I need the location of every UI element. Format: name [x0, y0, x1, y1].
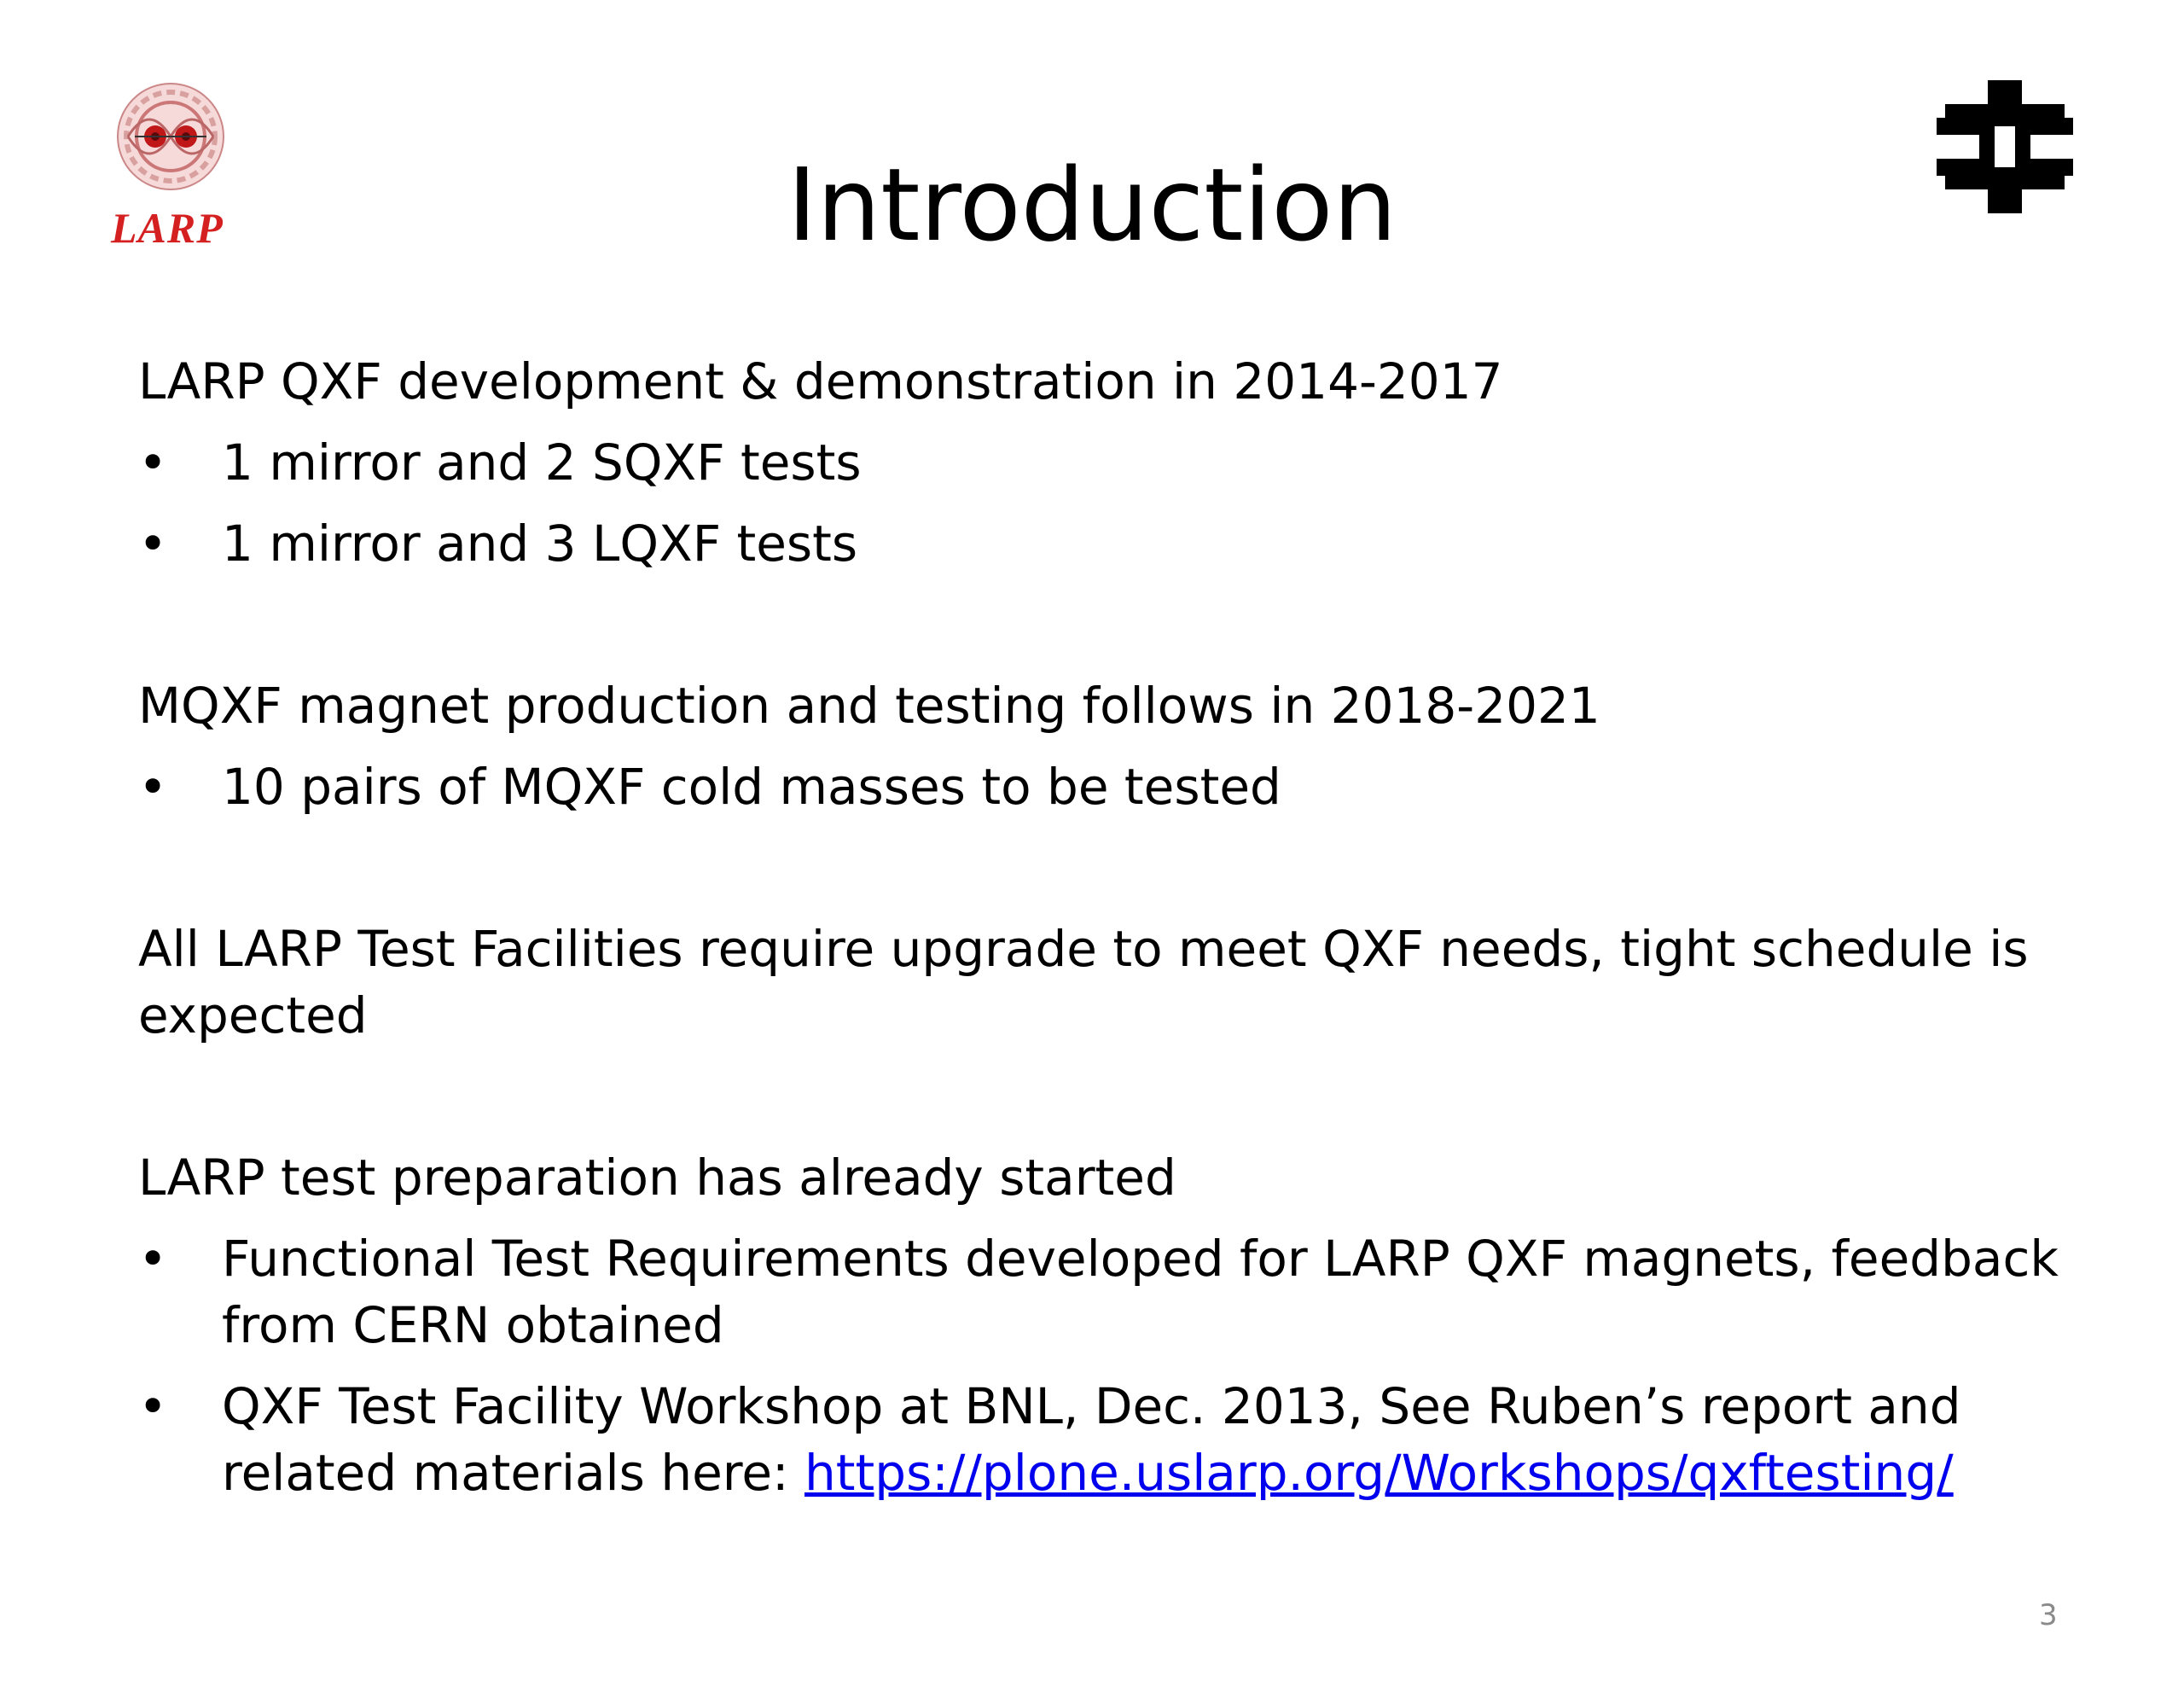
bullet-text: 1 mirror and 2 SQXF tests	[222, 433, 862, 492]
bullet-item	[138, 1225, 2100, 1358]
section-2	[138, 672, 2100, 820]
section-4	[138, 1144, 2100, 1506]
section-heading: MQXF magnet production and testing follows in 2018-2021	[138, 677, 1600, 735]
workshop-link[interactable]: https://plone.uslarp.org/Workshops/qxftesting/	[804, 1444, 1954, 1502]
bullet-dot: •	[138, 433, 168, 492]
bullet-item	[138, 753, 2100, 820]
section-heading: LARP test preparation has already started	[138, 1149, 1176, 1207]
bullet-item	[138, 1373, 2100, 1506]
section-3	[138, 916, 2100, 1049]
section-heading: LARP QXF development & demonstration in 2014-2017	[138, 352, 1503, 410]
slide-title: Introduction	[787, 146, 1397, 264]
bullet-item	[138, 429, 2100, 496]
bullet-dot: •	[138, 758, 168, 816]
bullet-text: 1 mirror and 3 LQXF tests	[222, 515, 858, 573]
bullet-dot: •	[138, 1230, 168, 1288]
larp-logo-text: LARP	[111, 204, 224, 252]
bullet-item	[138, 510, 2100, 577]
slide-content	[138, 348, 2100, 1506]
bullet-dot: •	[138, 515, 168, 573]
bullet-text: Functional Test Requirements developed for LARP QXF magnets, feedback from CERN obtained	[222, 1230, 2059, 1354]
section-heading: All LARP Test Facilities require upgrade to meet QXF needs, tight schedule is expected	[138, 920, 2029, 1044]
bullet-text: QXF Test Facility Workshop at BNL, Dec. 2013, See Ruben’s report and related materials here:	[222, 1377, 1961, 1502]
section-1	[138, 348, 2100, 577]
bullet-dot: •	[138, 1377, 168, 1435]
page-number: 3	[2039, 1598, 2058, 1632]
bullet-text: 10 pairs of MQXF cold masses to be tested	[222, 758, 1281, 816]
